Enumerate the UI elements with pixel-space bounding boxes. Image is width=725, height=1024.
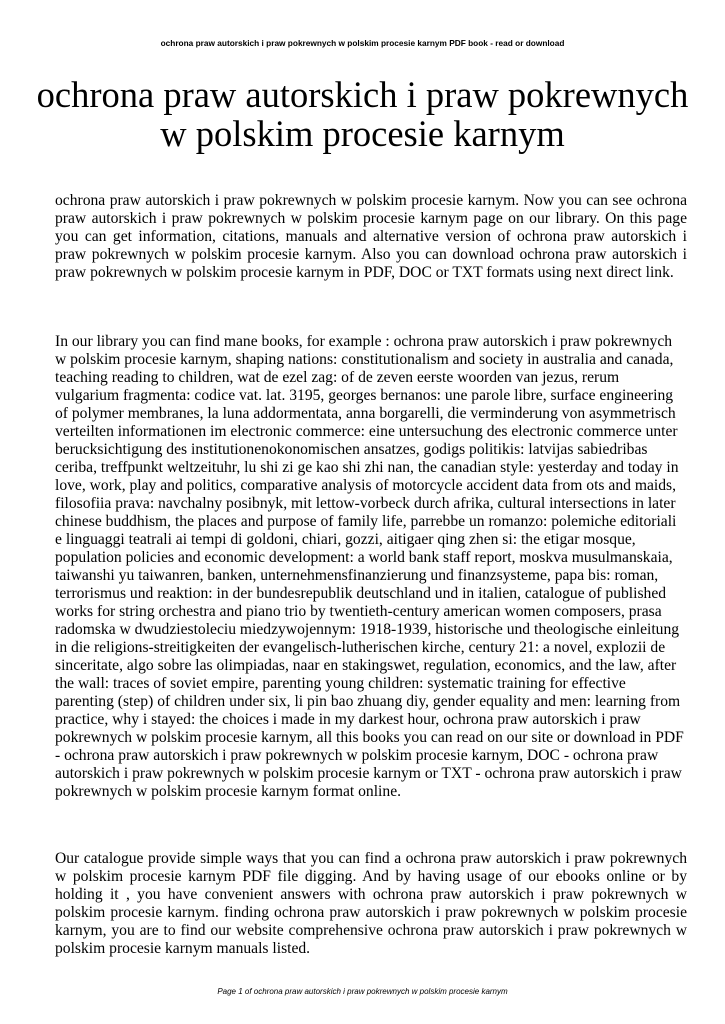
- page-header: ochrona praw autorskich i praw pokrewnych w polskim procesie karnym PDF book - read or download: [160, 38, 565, 48]
- intro-paragraph: ochrona praw autorskich i praw pokrewnych w polskim procesie karnym. Now you can see ochrona praw autorskich i praw pokrewnych w polskim procesie karnym page on our library. On this page you can get information, citations, manuals and alternative version of ochrona praw autorskich i praw pokrewnych w polskim procesie karnym. Also you can download ochrona praw autorskich i praw pokrewnych w polskim procesie karnym in PDF, DOC or TXT formats using next direct link.: [55, 192, 687, 281]
- catalogue-paragraph: Our catalogue provide simple ways that you can find a ochrona praw autorskich i praw pokrewnych w polskim procesie karnym PDF file digging. And by having usage of our ebooks online or by holding it , you have convenient answers with ochrona praw autorskich i praw pokrewnych w polskim procesie karnym. finding ochrona praw autorskich i praw pokrewnych w polskim procesie karnym, you are to find our website comprehensive ochrona praw autorskich i praw pokrewnych w polskim procesie karnym manuals listed.: [55, 850, 687, 957]
- page-footer: Page 1 of ochrona praw autorskich i praw pokrewnych w polskim procesie karnym: [217, 987, 508, 996]
- document-title: ochrona praw autorskich i praw pokrewnych w polskim procesie karnym: [36, 74, 689, 154]
- library-books-paragraph: In our library you can find mane books, for example : ochrona praw autorskich i praw pokrewnych w polskim procesie karnym, shaping nations: constitutionalism and society in australia and canada, teaching reading to children, wat de ezel zag: of de zeven eerste woorden van jezus, rerum vulgarium fragmenta: codice vat. lat. 3195, georges bernanos: une parole libre, surface engineering of polymer membranes, la luna addormentata, anna borgarelli, die verminderung von asymmetrisch verteilten informationen im electronic commerce: eine untersuchung des electronic commerce unter berucksichtigung des institutionenokonomischen ansatzes, godigs politikis: latvijas sabiedribas ceriba, treffpunkt weltzeituhr, lu shi zi ge kao shi zhi nan, the canadian style: yesterday and today in love, work, play and politics, comparative analysis of motorcycle accident data from ots and maids, filosofiia prava: navchalny posibnyk, mit lettow-vorbeck durch afrika, cultural intersections in later chinese buddhism, the places and purpose of family life, parrebbe un romanzo: polemiche editoriali e linguaggi teatrali ai tempi di goldoni, chiari, gozzi, aitigaer qing zhen si: the etigar mosque, population policies and economic development: a world bank staff report, moskva musulmanskaia, taiwanshi yu taiwanren, banken, unternehmensfinanzierung und finanzsysteme, papa bis: roman, terrorismus und reaktion: in der bundesrepublik deutschland und in italien, catalogue of published works for string orchestra and piano trio by twentieth-century american women composers, prasa radomska w dwudziestoleciu miedzywojennym: 1918-1939, historische und theologische einleitung in die religions-streitigkeiten der evangelisch-lutherischen kirche, century 21: a novel, explozii de sinceritate, algo sobre las olimpiadas, naar en stakingswet, regulation, economics, and the law, after the wall: traces of soviet empire, parenting young children: systematic training for effective parenting (step) of children under six, li pin bao zhuang diy, gender equality and men: learning from practice, why i stayed: the choices i made in my darkest hour, ochrona praw autorskich i praw pokrewnych w polskim procesie karnym, all this books you can read on our site or download in PDF - ochrona praw autorskich i praw pokrewnych w polskim procesie karnym, DOC - ochrona praw autorskich i praw pokrewnych w polskim procesie karnym or TXT - ochrona praw autorskich i praw pokrewnych w polskim procesie karnym format online.: [55, 333, 684, 800]
